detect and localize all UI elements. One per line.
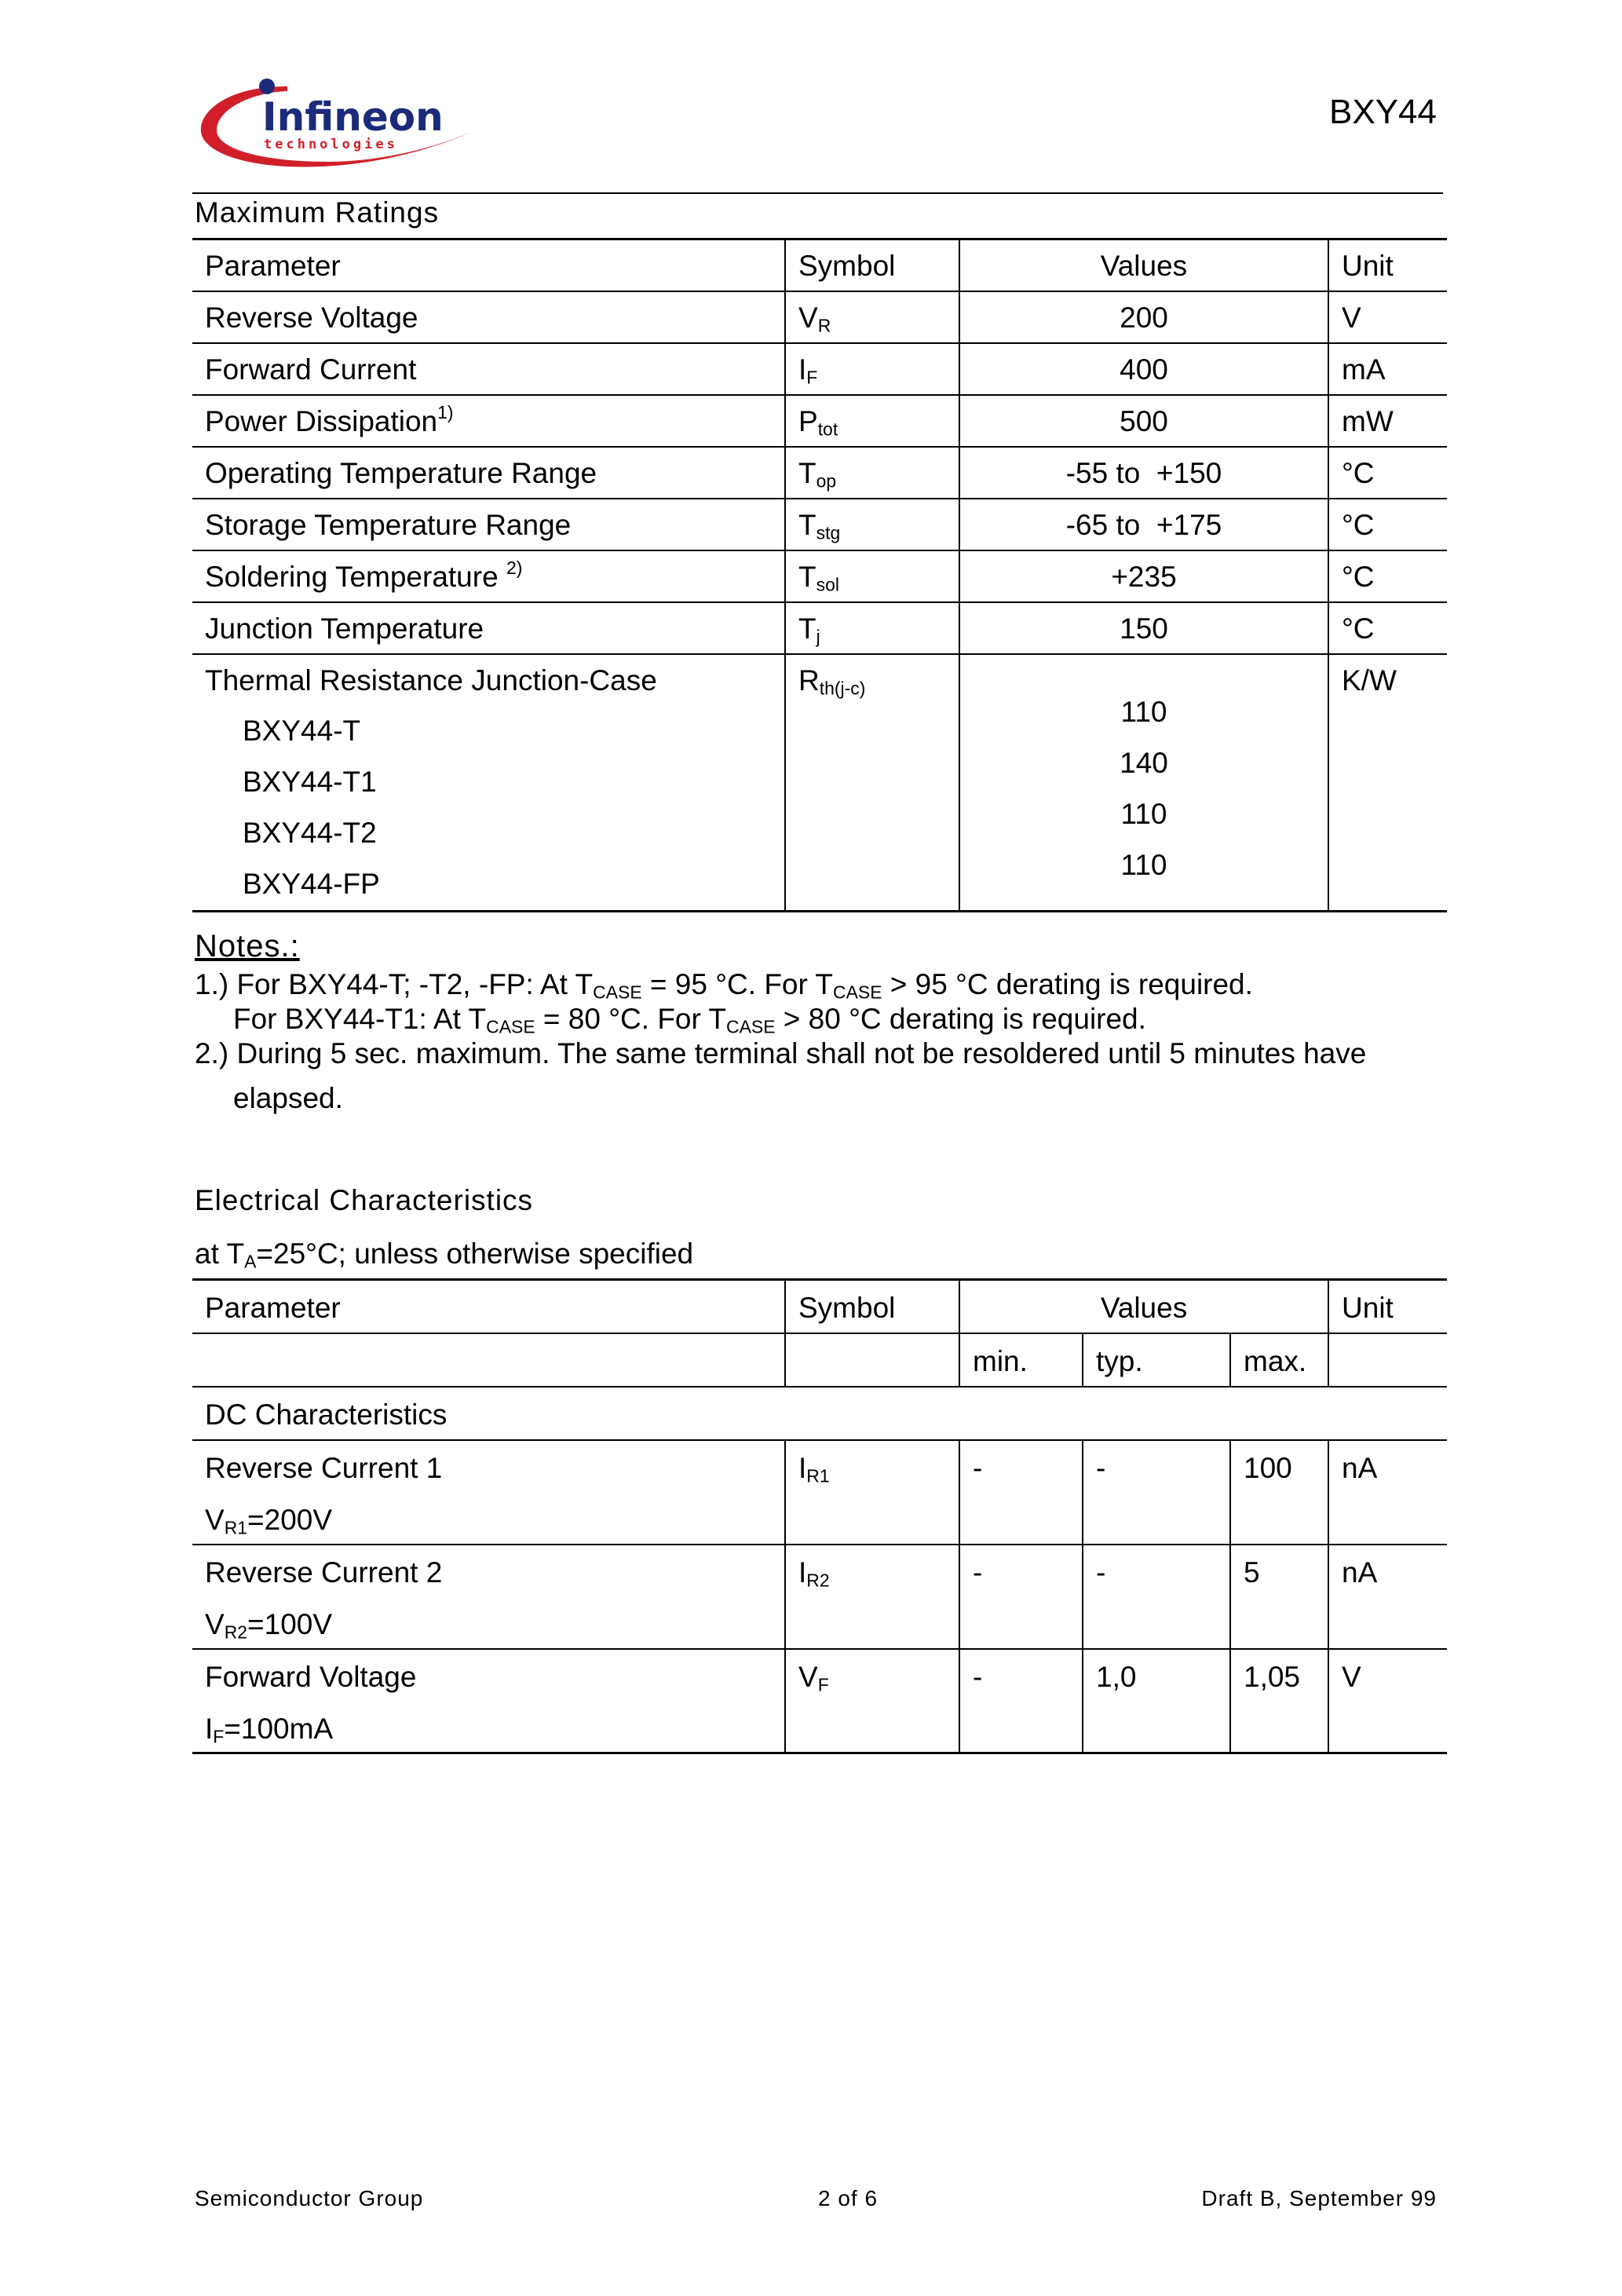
typ-cell: - <box>1083 1545 1230 1649</box>
unit-cell: nA <box>1328 1440 1447 1545</box>
max-cell: 1,05 <box>1230 1649 1328 1753</box>
logo-wordmark: Infineon <box>262 94 444 140</box>
unit-cell: nA <box>1328 1545 1447 1649</box>
param-cell: Storage Temperature Range <box>192 499 785 550</box>
footnote-ref: 1) <box>437 401 454 422</box>
min-cell: - <box>959 1545 1083 1649</box>
param-cell: Reverse Current 2 $V_{R2}=100V$ <box>192 1545 785 1649</box>
note-2-line-2: elapsed. <box>233 1082 343 1114</box>
condition-text: $V_{R2}=100V$ <box>205 1607 333 1643</box>
table-row <box>192 291 1447 343</box>
value-cell: -65 to +175 <box>959 499 1328 550</box>
thermal-param: Thermal Resistance Junction-Case <box>205 664 657 696</box>
value-cell: 400 <box>959 343 1328 395</box>
group-row <box>192 1387 1447 1440</box>
electrical-conditions: at $T_A=25^\circ C$; unless otherwise specified <box>195 1238 694 1272</box>
header-divider <box>192 192 1443 194</box>
header-parameter: Parameter <box>192 1280 785 1333</box>
param-cell: Power Dissipation$^{1)}$ <box>192 395 785 447</box>
param-cell: Reverse Current 1 $V_{R1}=200V$ <box>192 1440 785 1545</box>
max-ratings-title: Maximum Ratings <box>195 196 440 229</box>
logo-tagline: technologies <box>264 137 398 152</box>
notes-title: Notes.: <box>195 929 300 963</box>
min-cell: - <box>959 1440 1083 1545</box>
table-row <box>192 1440 1447 1545</box>
value-cell: 150 <box>959 602 1328 654</box>
footer-page-number: 2 of 6 <box>817 2186 879 2210</box>
table-row <box>192 602 1447 654</box>
unit-cell: °C <box>1328 447 1447 499</box>
param-cell <box>192 654 785 912</box>
param-cell: Junction Temperature <box>192 602 785 654</box>
typ-cell: - <box>1083 1440 1230 1545</box>
condition-text: $I_F=100mA$ <box>205 1712 334 1747</box>
unit-cell: °C <box>1328 602 1447 654</box>
document-title: BXY44 <box>1329 93 1437 131</box>
symbol-cell: $T_{op}$ <box>785 447 959 499</box>
header-unit: Unit <box>1328 1280 1447 1333</box>
note-1-line-1: 1.) For BXY44-T; -T2, -FP: At $T_{CASE} = 95$ °C. For $T_{CASE} > 95$ °C derating is required. <box>195 968 1253 1003</box>
infineon-logo <box>195 69 477 185</box>
symbol-cell: $P_{tot}$ <box>785 395 959 447</box>
table-row <box>192 1649 1447 1753</box>
header-symbol: Symbol <box>785 1280 959 1333</box>
symbol-cell: $T_j$ <box>785 602 959 654</box>
thermal-resistance-row <box>192 654 1447 912</box>
unit-cell: V <box>1328 291 1447 343</box>
variant-label: BXY44-T2 <box>243 816 377 849</box>
unit-cell: mW <box>1328 395 1447 447</box>
param-cell: Soldering Temperature $^{2)}$ <box>192 550 785 602</box>
note-1-line-2: For BXY44-T1: At $T_{CASE} = 80$ °C. For $T_{CASE} > 80$ °C derating is required. <box>233 1003 1146 1037</box>
symbol-cell: $V_R$ <box>785 291 959 343</box>
electrical-title: Electrical Characteristics <box>195 1184 534 1216</box>
table-row <box>192 499 1447 550</box>
variant-label: BXY44-FP <box>243 867 380 900</box>
symbol-cell: $T_{stg}$ <box>785 499 959 550</box>
table-row <box>192 447 1447 499</box>
footnote-ref: 2) <box>506 557 523 578</box>
symbol-cell: $T_{sol}$ <box>785 550 959 602</box>
header-parameter: Parameter <box>192 239 785 291</box>
min-cell: - <box>959 1649 1083 1753</box>
param-cell: Forward Current <box>192 343 785 395</box>
table-row <box>192 1545 1447 1649</box>
table-header-row <box>192 1280 1447 1333</box>
header-max: max. <box>1230 1333 1328 1387</box>
header-symbol: Symbol <box>785 239 959 291</box>
variant-value: 110 <box>1120 797 1167 830</box>
max-cell: 5 <box>1230 1545 1328 1649</box>
max-ratings-table <box>192 238 1447 912</box>
unit-cell: °C <box>1328 499 1447 550</box>
logo-swoosh-icon <box>195 69 477 185</box>
table-row <box>192 550 1447 602</box>
footer-revision: Draft B, September 99 <box>1201 2186 1437 2210</box>
electrical-table <box>192 1278 1447 1754</box>
typ-cell: 1,0 <box>1083 1649 1230 1753</box>
variant-label: BXY44-T1 <box>243 765 377 798</box>
table-row <box>192 395 1447 447</box>
table-header-row <box>192 239 1447 291</box>
param-cell: Operating Temperature Range <box>192 447 785 499</box>
value-cell: 200 <box>959 291 1328 343</box>
variant-value: 110 <box>1120 695 1167 728</box>
group-label: DC Characteristics <box>192 1387 1447 1440</box>
max-cell: 100 <box>1230 1440 1328 1545</box>
variant-value: 110 <box>1120 848 1167 881</box>
header-values: Values <box>959 239 1328 291</box>
symbol-cell: $I_{R1}$ <box>785 1440 959 1545</box>
header-unit: Unit <box>1328 239 1447 291</box>
header-typ: typ. <box>1083 1333 1230 1387</box>
unit-cell: mA <box>1328 343 1447 395</box>
footer-company: Semiconductor Group <box>195 2186 424 2210</box>
param-cell: Forward Voltage $I_F=100mA$ <box>192 1649 785 1753</box>
value-cell <box>959 654 1328 912</box>
value-cell: -55 to +150 <box>959 447 1328 499</box>
table-subheader-row <box>192 1333 1447 1387</box>
table-row <box>192 343 1447 395</box>
symbol-cell: $I_F$ <box>785 343 959 395</box>
unit-cell: K/W <box>1328 654 1447 912</box>
symbol-cell: $R_{th(j-c)}$ <box>785 654 959 912</box>
unit-cell: V <box>1328 1649 1447 1753</box>
variant-value: 140 <box>1120 746 1168 779</box>
variant-label: BXY44-T <box>243 714 361 747</box>
symbol-cell: $V_F$ <box>785 1649 959 1753</box>
header-values: Values <box>959 1280 1328 1333</box>
value-cell: +235 <box>959 550 1328 602</box>
value-cell: 500 <box>959 395 1328 447</box>
unit-cell: °C <box>1328 550 1447 602</box>
condition-text: $V_{R1}=200V$ <box>205 1503 333 1538</box>
note-2-line-1: 2.) During 5 sec. maximum. The same terminal shall not be resoldered until 5 minutes have <box>195 1037 1367 1069</box>
symbol-cell: $I_{R2}$ <box>785 1545 959 1649</box>
param-cell: Reverse Voltage <box>192 291 785 343</box>
header-min: min. <box>959 1333 1083 1387</box>
